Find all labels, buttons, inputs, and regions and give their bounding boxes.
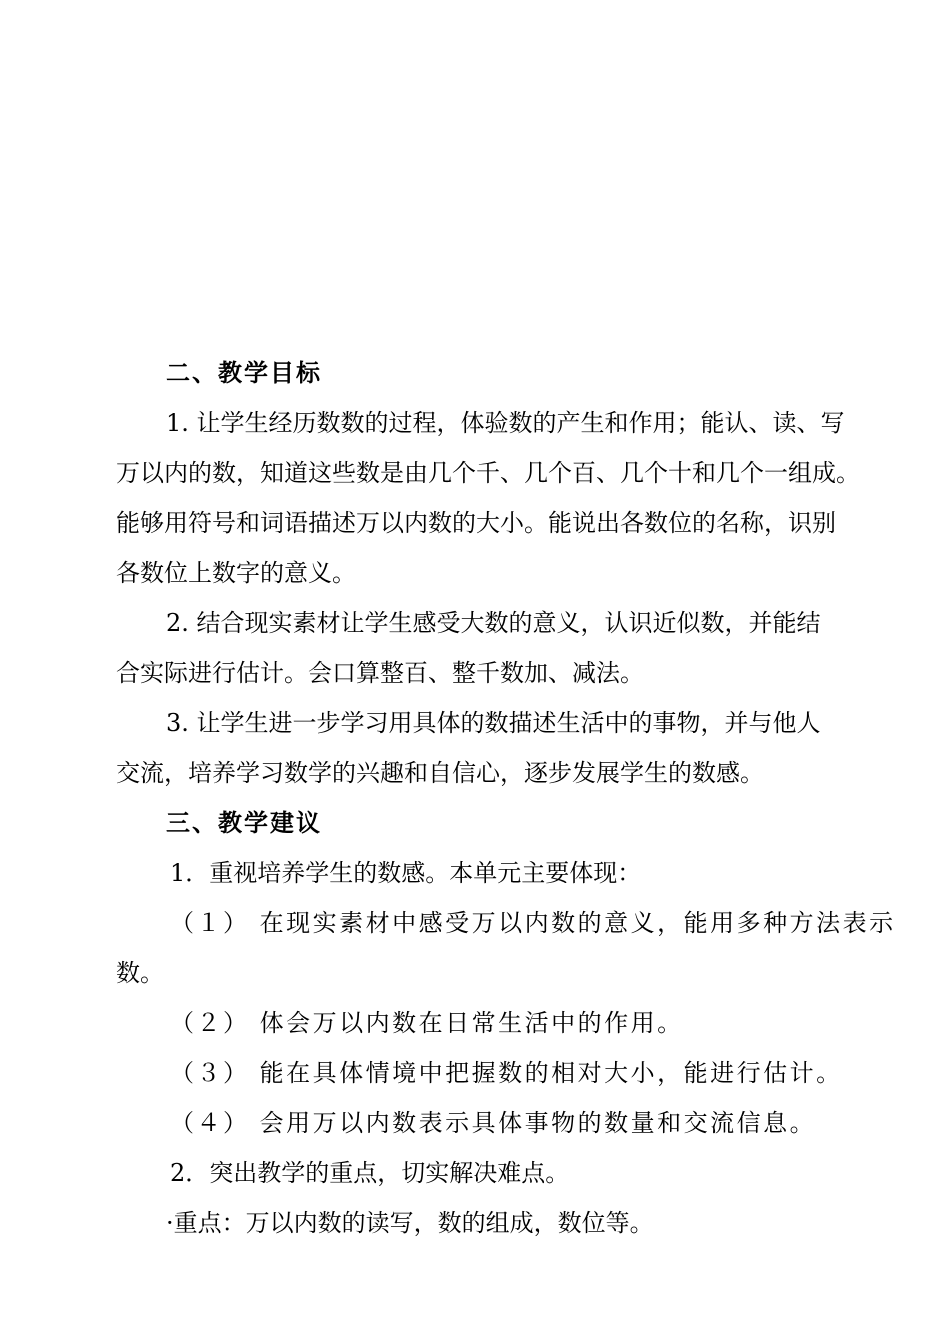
goal-item-2-line-2: 合实际进行估计。会口算整百、整千数加、减法。 xyxy=(116,659,644,687)
sub-item-3: （３） 能在具体情境中把握数的相对大小，能进行估计。 xyxy=(170,1059,843,1087)
section-heading-teaching-suggestions: 三、教学建议 xyxy=(166,808,322,837)
suggestion-item-2: 2．突出教学的重点，切实解决难点。 xyxy=(170,1159,570,1187)
section-heading-teaching-goals: 二、教学目标 xyxy=(166,358,322,387)
goal-item-1-line-1: 1. 让学生经历数数的过程，体验数的产生和作用；能认、读、写 xyxy=(166,409,845,437)
focus-point: ·重点：万以内数的读写，数的组成，数位等。 xyxy=(166,1209,654,1237)
goal-item-1-line-4: 各数位上数字的意义。 xyxy=(116,559,356,587)
goal-item-3-line-1: 3. 让学生进一步学习用具体的数描述生活中的事物，并与他人 xyxy=(166,709,821,737)
goal-item-1-line-2: 万以内的数，知道这些数是由几个千、几个百、几个十和几个一组成。 xyxy=(116,459,860,487)
goal-item-3-line-2: 交流，培养学习数学的兴趣和自信心，逐步发展学生的数感。 xyxy=(116,759,764,787)
goal-item-1-line-3: 能够用符号和词语描述万以内数的大小。能说出各数位的名称，识别 xyxy=(116,509,836,537)
suggestion-item-1: 1．重视培养学生的数感。本单元主要体现： xyxy=(170,859,642,887)
sub-item-4: （４） 会用万以内数表示具体事物的数量和交流信息。 xyxy=(170,1109,817,1137)
sub-item-1-line-2: 数。 xyxy=(116,959,164,987)
sub-item-1-line-1: （１） 在现实素材中感受万以内数的意义，能用多种方法表示 xyxy=(170,909,896,937)
sub-item-2: （２） 体会万以内数在日常生活中的作用。 xyxy=(170,1009,684,1037)
goal-item-2-line-1: 2. 结合现实素材让学生感受大数的意义，认识近似数，并能结 xyxy=(166,609,821,637)
